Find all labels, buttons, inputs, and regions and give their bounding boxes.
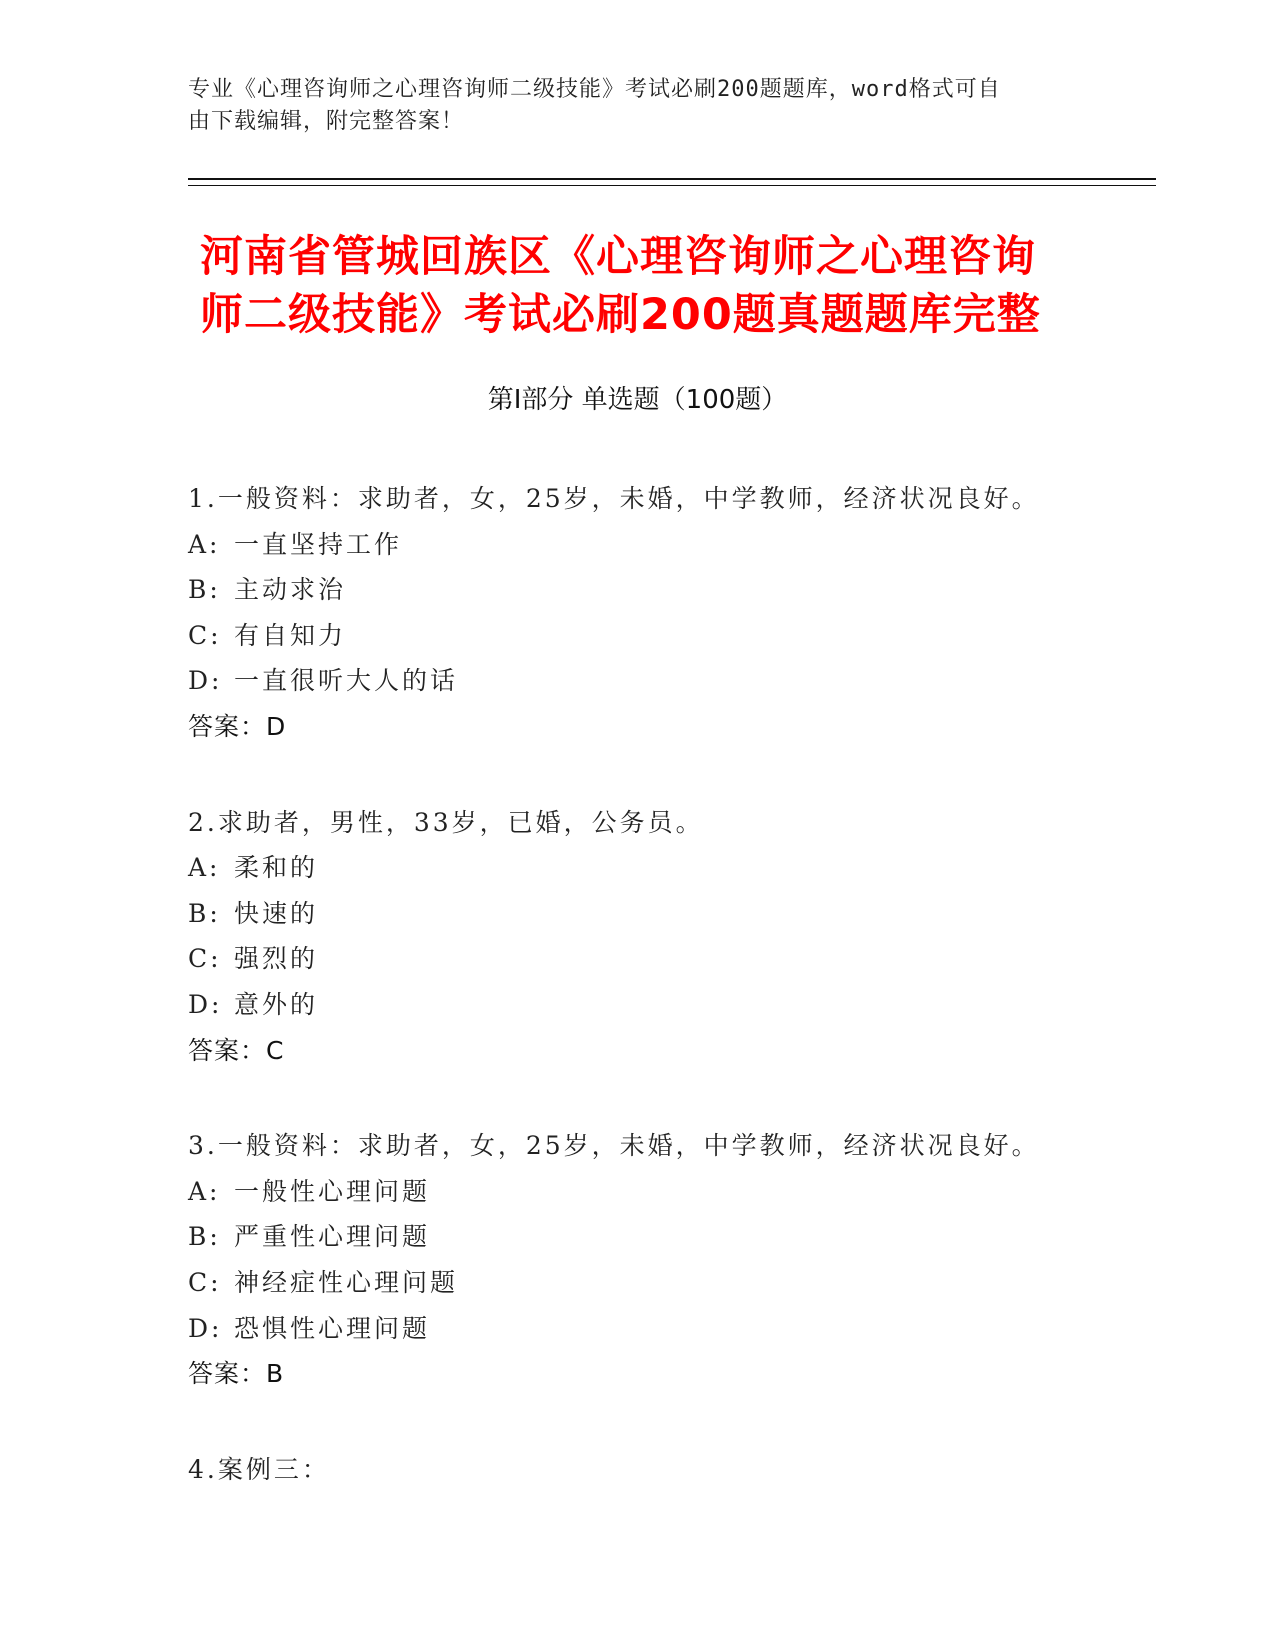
question-answer: 答案：B bbox=[188, 1359, 285, 1389]
option-text: 严重性心理问题 bbox=[234, 1222, 431, 1252]
question-option bbox=[188, 936, 1128, 982]
option-text: 柔和的 bbox=[234, 853, 319, 883]
option-key: A: bbox=[188, 1176, 221, 1206]
question-option bbox=[188, 1214, 1128, 1260]
option-key: D: bbox=[188, 1313, 223, 1343]
question-option bbox=[188, 522, 1128, 568]
option-key: A: bbox=[188, 853, 221, 883]
question-option bbox=[188, 982, 1128, 1028]
option-key: B: bbox=[188, 575, 221, 605]
option-key: B: bbox=[188, 1222, 221, 1252]
question-option bbox=[188, 1169, 1128, 1215]
option-text: 快速的 bbox=[234, 898, 319, 928]
question-stem: 3.一般资料：求助者，女，25岁，未婚，中学教师，经济状况良好。 bbox=[188, 1131, 1040, 1161]
header-note-line2: 由下载编辑，附完整答案！ bbox=[188, 109, 465, 134]
question-answer: 答案：C bbox=[188, 1035, 285, 1065]
question-option bbox=[188, 1260, 1128, 1306]
option-text: 恐惧性心理问题 bbox=[234, 1313, 431, 1343]
option-text: 神经症性心理问题 bbox=[234, 1267, 459, 1297]
question-stem: 2.求助者，男性，33岁，已婚，公务员。 bbox=[188, 807, 704, 837]
question-stem: 1.一般资料：求助者，女，25岁，未婚，中学教师，经济状况良好。 bbox=[188, 484, 1040, 513]
header-divider-thin bbox=[188, 185, 1156, 186]
option-key: C: bbox=[188, 944, 222, 974]
option-key: D: bbox=[188, 989, 223, 1019]
question-option bbox=[188, 845, 1128, 891]
question-list bbox=[188, 476, 1128, 1542]
option-key: C: bbox=[188, 620, 222, 650]
option-key: A: bbox=[188, 529, 221, 559]
section-title: 第Ⅰ部分 单选题（100题） bbox=[487, 385, 788, 415]
question-option bbox=[188, 658, 1128, 704]
question-option bbox=[188, 891, 1128, 937]
question-block bbox=[188, 476, 1128, 750]
header-divider-thick bbox=[188, 178, 1156, 180]
option-text: 有自知力 bbox=[234, 620, 347, 650]
question-block bbox=[188, 1123, 1128, 1397]
option-key: B: bbox=[188, 898, 221, 928]
option-text: 意外的 bbox=[234, 989, 319, 1019]
question-option bbox=[188, 613, 1128, 659]
question-block bbox=[188, 1447, 1128, 1493]
header-note-line1: 专业《心理咨询师之心理咨询师二级技能》考试必刷200题题库，word格式可自 bbox=[188, 77, 1001, 102]
option-text: 强烈的 bbox=[234, 944, 319, 974]
question-block bbox=[188, 800, 1128, 1074]
document-title-line2: 师二级技能》考试必刷200题真题题库完整 bbox=[200, 290, 1041, 340]
option-key: C: bbox=[188, 1267, 222, 1297]
option-text: 一直很听大人的话 bbox=[234, 666, 459, 696]
option-text: 主动求治 bbox=[234, 575, 347, 605]
option-text: 一般性心理问题 bbox=[234, 1176, 431, 1206]
option-key: D: bbox=[188, 666, 223, 696]
document-title bbox=[200, 228, 1090, 344]
question-option bbox=[188, 1306, 1128, 1352]
document-title-line1: 河南省管城回族区《心理咨询师之心理咨询 bbox=[200, 232, 1036, 282]
option-text: 一直坚持工作 bbox=[234, 529, 403, 559]
question-stem: 4.案例三： bbox=[188, 1454, 330, 1484]
question-option bbox=[188, 567, 1128, 613]
header-note bbox=[188, 74, 1088, 138]
question-answer: 答案：D bbox=[188, 711, 287, 741]
